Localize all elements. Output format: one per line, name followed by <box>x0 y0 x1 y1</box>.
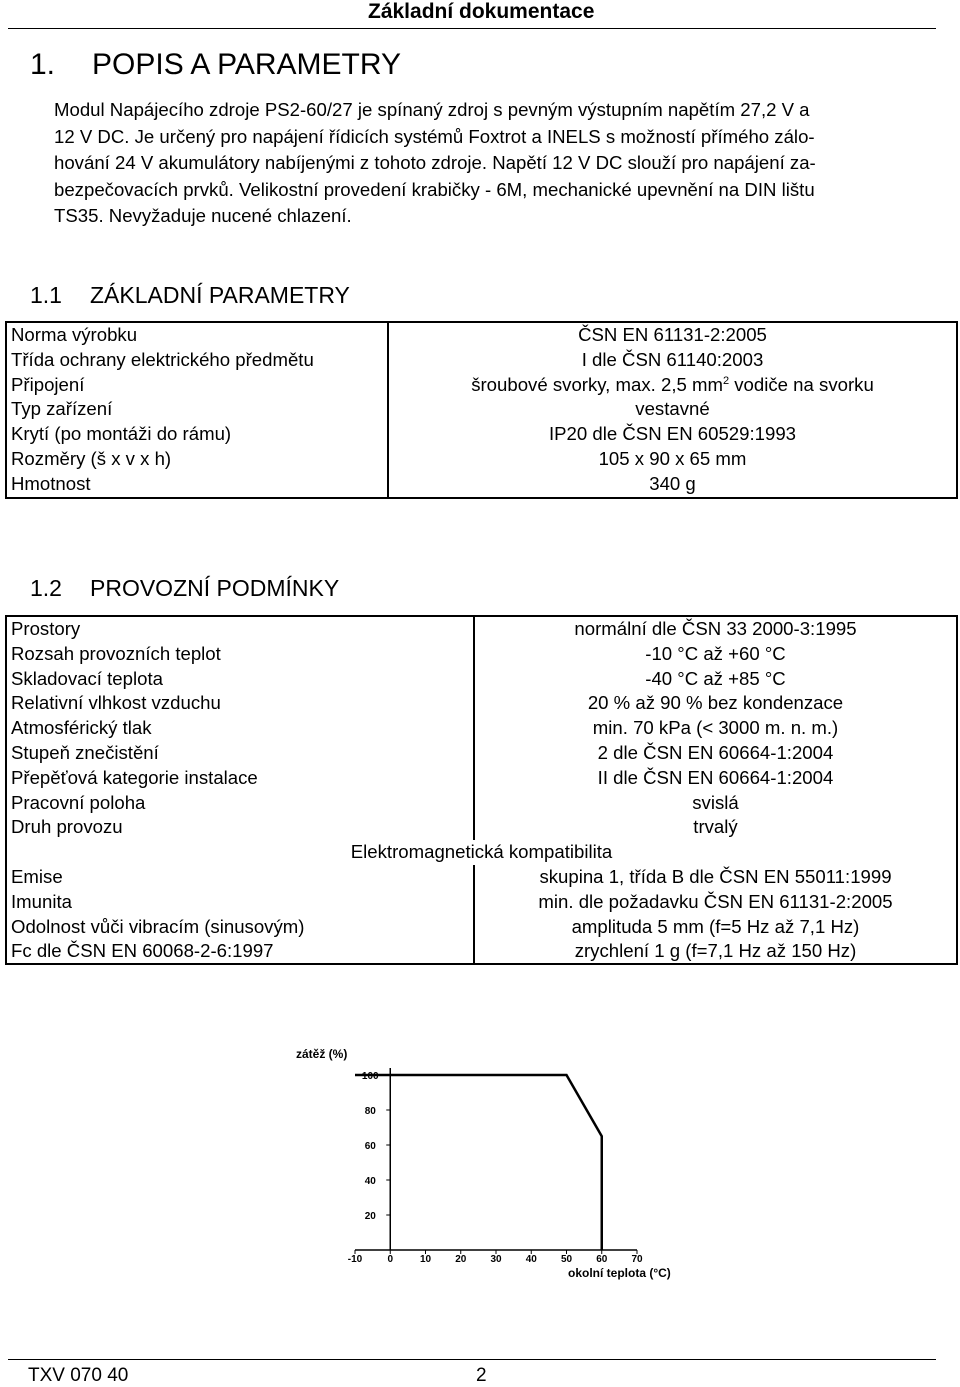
value-line: amplituda 5 mm (f=5 Hz až 7,1 Hz) <box>571 915 860 937</box>
x-tick-label: 10 <box>419 1254 432 1265</box>
param-label: Druh provozu <box>6 815 474 840</box>
section-number: 1. <box>30 48 56 81</box>
table-row <box>6 815 957 840</box>
param-label: Imunita <box>6 890 474 915</box>
param-value: I dle ČSN 61140:2003 <box>388 348 957 373</box>
superscript: 2 <box>722 374 730 387</box>
param-value: IP20 dle ČSN EN 60529:1993 <box>388 422 957 447</box>
param-value: II dle ČSN EN 60664-1:2004 <box>474 766 957 791</box>
param-label: Emise <box>6 865 474 890</box>
table-row <box>6 373 957 398</box>
subsection-title: PROVOZNÍ PODMÍNKY <box>90 575 340 601</box>
basic-parameters-table <box>5 321 958 499</box>
label-line: Fc dle ČSN EN 60068-2-6:1997 <box>11 939 274 961</box>
param-label: Rozsah provozních teplot <box>6 642 474 667</box>
section-title: POPIS A PARAMETRY <box>92 48 401 81</box>
table-row <box>6 447 957 472</box>
intro-paragraph: Modul Napájecího zdroje PS2-60/27 je spínaný zdroj s pevným výstupním napětím 27,2 V a 12 V DC. Je určený pro napájení řídicích systémů Foxtrot a INELS s možností přímého zálo- hování 24 V akumulátory nabíjenými z tohoto zdroje. Napětí 12 V DC slouží pro napájení za- bezpečovacích prvků. Velikostní provedení krabičky - 6M, mechanické upevnění na DIN lištu TS35. Nevyžaduje nucené chlazení. <box>54 99 816 226</box>
derating-chart <box>280 1038 680 1288</box>
x-tick-label: 50 <box>560 1254 573 1265</box>
y-tick-label: 100 <box>361 1071 379 1082</box>
y-axis-label: zátěž (%) <box>296 1047 348 1061</box>
footer-page-number: 2 <box>476 1365 487 1386</box>
x-tick-label: 70 <box>631 1254 643 1265</box>
x-axis-label: okolní teplota (°C) <box>568 1266 671 1280</box>
table-row <box>6 791 957 816</box>
param-value: -10 °C až +60 °C <box>474 642 957 667</box>
footer-rule <box>8 1359 936 1360</box>
table-row <box>6 616 957 642</box>
param-value: normální dle ČSN 33 2000-3:1995 <box>474 616 957 642</box>
header-rule <box>8 28 936 29</box>
param-value: svislá <box>474 791 957 816</box>
param-label: Pracovní poloha <box>6 791 474 816</box>
param-value: 340 g <box>388 472 957 498</box>
param-label: Třída ochrany elektrického předmětu <box>6 348 388 373</box>
table-row <box>6 667 957 692</box>
param-label: Prostory <box>6 616 474 642</box>
param-label: Norma výrobku <box>6 322 388 348</box>
table-row <box>6 766 957 791</box>
x-tick-label: 60 <box>596 1254 608 1265</box>
param-label: Hmotnost <box>6 472 388 498</box>
y-tick-label: 40 <box>364 1176 376 1187</box>
param-value: 2 dle ČSN EN 60664-1:2004 <box>474 741 957 766</box>
table-row <box>6 741 957 766</box>
param-label: Typ zařízení <box>6 397 388 422</box>
param-label: Rozměry (š x v x h) <box>6 447 388 472</box>
table-row <box>6 890 957 915</box>
param-label: Stupeň znečistění <box>6 741 474 766</box>
emc-heading: Elektromagnetická kompatibilita <box>6 840 957 865</box>
param-value: trvalý <box>474 815 957 840</box>
chart-series <box>355 1075 602 1250</box>
table-row <box>6 322 957 348</box>
y-tick-label: 80 <box>364 1106 376 1117</box>
param-value <box>388 373 957 398</box>
subsection-heading-basic <box>30 282 350 309</box>
x-tick-label: 20 <box>455 1254 467 1265</box>
param-value: -40 °C až +85 °C <box>474 667 957 692</box>
y-ticks <box>362 1071 390 1222</box>
subsection-number: 1.2 <box>30 575 62 601</box>
table-row <box>6 691 957 716</box>
param-label: Atmosférický tlak <box>6 716 474 741</box>
x-ticks <box>348 1250 643 1265</box>
value-text: vodiče na svorku <box>729 373 874 395</box>
table-row-emc-heading <box>6 840 957 865</box>
param-value: vestavné <box>388 397 957 422</box>
table-row <box>6 472 957 498</box>
subsection-heading-operating <box>30 575 339 602</box>
y-tick-label: 20 <box>364 1211 376 1222</box>
x-tick-label: 0 <box>387 1254 394 1265</box>
param-label: Krytí (po montáži do rámu) <box>6 422 388 447</box>
param-label: Přepěťová kategorie instalace <box>6 766 474 791</box>
value-text: šroubové svorky, max. 2,5 mm <box>471 373 723 395</box>
y-tick-label: 60 <box>364 1141 376 1152</box>
table-row <box>6 865 957 890</box>
chart-axes <box>355 1068 637 1250</box>
section-heading <box>30 48 401 82</box>
subsection-title: ZÁKLADNÍ PARAMETRY <box>90 282 350 308</box>
document-header-title: Základní dokumentace <box>368 0 595 23</box>
table-row <box>6 915 957 964</box>
param-value: ČSN EN 61131-2:2005 <box>388 322 957 348</box>
table-row <box>6 348 957 373</box>
value-line: zrychlení 1 g (f=7,1 Hz až 150 Hz) <box>574 939 857 961</box>
operating-conditions-table <box>5 615 958 965</box>
param-label: Připojení <box>6 373 388 398</box>
param-value: skupina 1, třída B dle ČSN EN 55011:1999 <box>474 865 957 890</box>
table-row <box>6 397 957 422</box>
x-tick-label: 30 <box>490 1254 502 1265</box>
table-row <box>6 642 957 667</box>
label-line: Odolnost vůči vibracím (sinusovým) <box>11 915 305 937</box>
param-label: Relativní vlhkost vzduchu <box>6 691 474 716</box>
footer-doc-code: TXV 070 40 <box>28 1365 129 1386</box>
subsection-number: 1.1 <box>30 282 62 308</box>
param-label: Skladovací teplota <box>6 667 474 692</box>
x-tick-label: 40 <box>525 1254 537 1265</box>
param-value: min. dle požadavku ČSN EN 61131-2:2005 <box>474 890 957 915</box>
param-value <box>474 915 957 964</box>
table-row <box>6 422 957 447</box>
param-value: 105 x 90 x 65 mm <box>388 447 957 472</box>
x-tick-label: -10 <box>347 1254 363 1265</box>
derating-curve <box>355 1075 602 1250</box>
param-value: 20 % až 90 % bez kondenzace <box>474 691 957 716</box>
param-value: min. 70 kPa (< 3000 m. n. m.) <box>474 716 957 741</box>
param-label <box>6 915 474 964</box>
table-row <box>6 716 957 741</box>
